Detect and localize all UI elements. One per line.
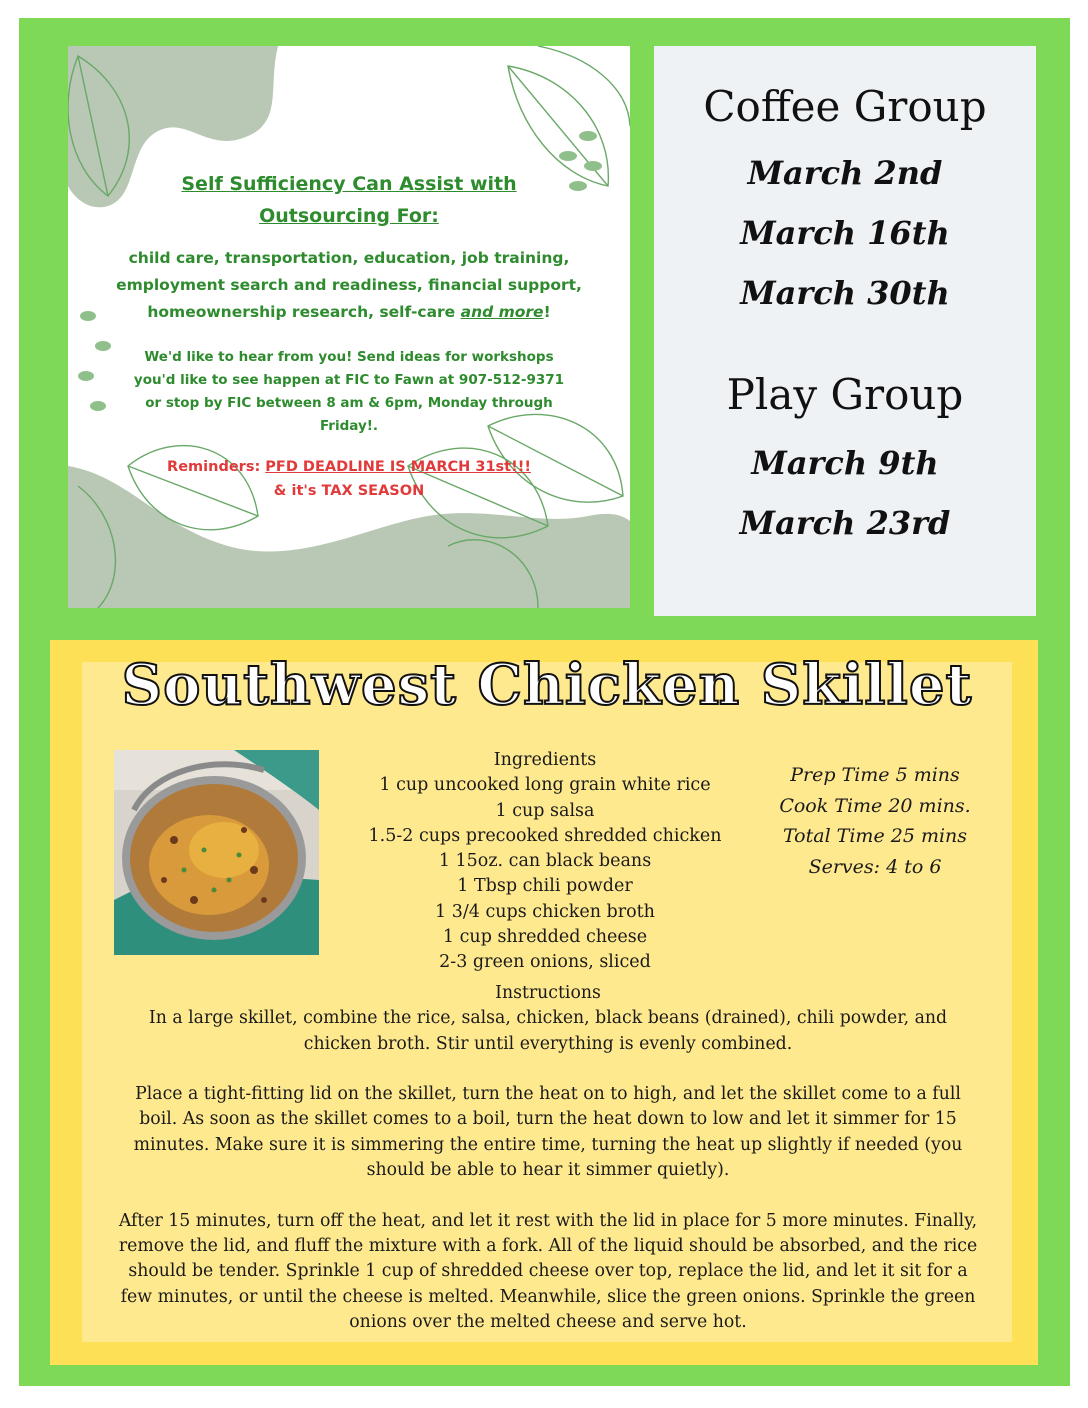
ingredient-item: 1 cup shredded cheese [442,927,648,948]
servings: Serves: 4 to 6 [808,855,942,878]
tax-season: & it's TAX SEASON [273,483,425,499]
ingredient-item: 1 cup uncooked long grain white rice [379,775,711,796]
coffee-group-title: Coffee Group [703,82,987,131]
recipe-title: Southwest Chicken Skillet [121,652,973,718]
play-date: March 23rd [739,504,951,542]
coffee-date: March 16th [740,214,950,252]
services-text: child care, transportation, education, job training, employment search and readiness, financial support, homeownership research, self-care [116,249,582,321]
ingredient-item: 1 15oz. can black beans [438,851,652,872]
flyer-reminders [148,455,550,503]
play-group-title: Play Group [726,370,964,419]
instructions [115,981,981,1335]
instructions-heading: Instructions [495,983,601,1003]
ingredient-item: 1 3/4 cups chicken broth [435,901,655,922]
ingredients-heading: Ingredients [493,750,597,770]
coffee-date: March 2nd [747,154,943,192]
prep-time: Prep Time 5 mins [790,764,960,786]
play-date: March 9th [751,444,939,482]
reminders-label: Reminders: [167,459,266,475]
flyer-heading [128,168,570,232]
cook-time: Cook Time 20 mins. [779,794,971,817]
services-more: and more [460,303,544,321]
ingredients-list [360,748,730,976]
flyer-heading-line1: Self Sufficiency Can Assist with [181,173,517,195]
flyer-heading-line2: Outsourcing For: [259,205,439,227]
ingredient-item: 1 Tbsp chili powder [457,876,633,897]
instruction-step: In a large skillet, combine the rice, salsa, chicken, black beans (drained), chili powder, and chicken broth. Stir until everything is evenly combined. [148,1008,948,1054]
coffee-date: March 30th [740,274,950,312]
self-sufficiency-flyer [68,46,630,608]
groups-panel [654,46,1036,616]
ingredient-item: 2-3 green onions, sliced [439,952,651,973]
instruction-step: After 15 minutes, turn off the heat, and let it rest with the lid in place for 5 more minutes. Finally, remove the lid, and fluff the mixture with a fork. All of the liquid should be absorbed, and the rice should be tender. Sprinkle 1 cup of shredded cheese over top, replace the lid, and let it sit for a few minutes, or until the cheese is melted. Meanwhile, slice the green onions. Sprinkle the green onions over the melted cheese and serve hot. [118,1210,978,1332]
services-end: ! [543,303,551,321]
flyer-services [98,245,600,326]
recipe-times [760,760,990,882]
ingredient-item: 1.5-2 cups precooked shredded chicken [368,825,722,846]
skillet-photo [114,750,319,955]
flyer-ideas: We'd like to hear from you! Send ideas for workshops you'd like to see happen at FIC to Fawn at 907-512-9371 or stop by FIC between 8 am & 6pm, Monday through Friday!. [133,349,565,434]
instruction-step: Place a tight-fitting lid on the skillet, turn the heat on to high, and let the skillet come to a full boil. As soon as the skillet comes to a boil, turn the heat down to low and let it simmer for 15 minutes. Make sure it is simmering the entire time, turning the heat up slightly if needed (you should be able to hear it simmer quietly). [133,1084,963,1181]
total-time: Total Time 25 mins [782,825,968,847]
ingredient-item: 1 cup salsa [495,800,595,821]
pfd-deadline: PFD DEADLINE IS MARCH 31st!!! [265,459,531,475]
